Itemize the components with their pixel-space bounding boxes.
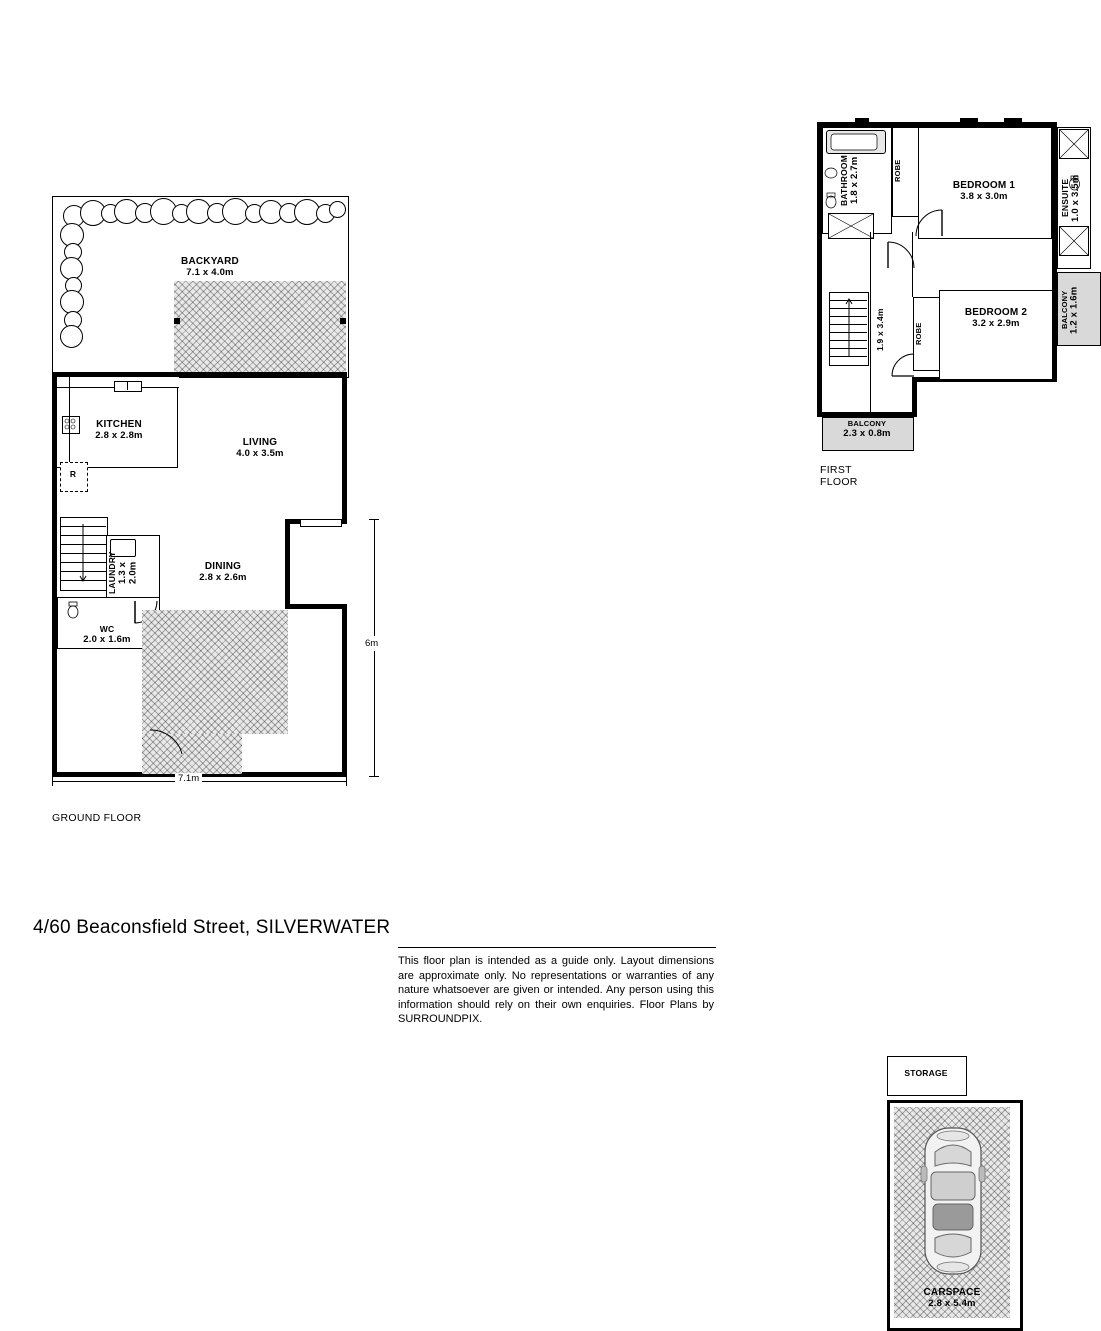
fridge-label: R <box>69 469 77 479</box>
first-floor-label: FIRST FLOOR <box>820 464 858 488</box>
disclaimer-text: This floor plan is intended as a guide only. Layout dimensions are approximate only. No representations or warranties of any nature whatsoever are given or intended. Any person using this information should rely on their own enquiries. Floor Plans by SURROUNDPIX. <box>398 955 714 1026</box>
stair-arrow <box>78 522 88 584</box>
room-label-bedroom-1: BEDROOM 1 3.8 x 3.0m <box>952 180 1016 202</box>
ground-floor-plan: BACKYARD 7.1 x 4.0m KITCHEN 2.8 x 2.8m R LIVING 4.0 x 3.5m LAUNDRY 1.3 x 2.0m WC 2.0 x 1.6m DINING 2.8 x 2.6m 7.1m 6m GROUND FLOOR <box>0 0 400 850</box>
front-terrace-paving <box>142 610 288 734</box>
footer-divider <box>398 947 716 948</box>
room-label-robe-1: ROBE <box>893 159 902 183</box>
room-label-living: LIVING 4.0 x 3.5m <box>236 437 284 459</box>
hall-dimension-label: 1.9 x 3.4m <box>875 308 885 352</box>
bathroom-basin-icon <box>824 166 838 180</box>
room-label-backyard: BACKYARD 7.1 x 4.0m <box>181 256 239 278</box>
bathroom-toilet-icon <box>824 192 838 209</box>
room-label-dining: DINING 2.8 x 2.6m <box>199 561 247 583</box>
window-top-kitchen <box>114 381 142 392</box>
bedroom-1-door <box>914 208 944 238</box>
hall-divider <box>870 232 871 417</box>
room-label-carspace: CARSPACE 2.8 x 5.4m <box>923 1287 981 1309</box>
front-door-swing <box>148 728 186 756</box>
room-label-laundry: LAUNDRY 1.3 x 2.0m <box>107 551 139 594</box>
window-right-living <box>300 519 342 527</box>
first-stair-arrow <box>844 296 854 360</box>
room-label-balcony-bottom: BALCONY 2.3 x 0.8m <box>843 419 891 439</box>
storage-label: STORAGE <box>904 1068 948 1078</box>
room-label-wc: WC 2.0 x 1.6m <box>83 624 131 645</box>
room-label-robe-2: ROBE <box>914 322 923 346</box>
toilet-icon <box>66 601 80 619</box>
first-floor-plan <box>400 0 1081 500</box>
bedroom-2-door <box>890 352 916 378</box>
room-label-bedroom-2: BEDROOM 2 3.2 x 2.9m <box>964 307 1028 329</box>
room-label-balcony-right: BALCONY 1.2 x 1.6m <box>1060 286 1080 334</box>
room-label-kitchen: KITCHEN 2.8 x 2.8m <box>95 419 143 441</box>
room-label-ensuite: ENSUITE 1.0 x 3.5m <box>1060 174 1081 222</box>
hall-door <box>886 240 916 270</box>
room-label-bathroom: BATHROOM 1.8 x 2.7m <box>839 154 860 206</box>
ground-floor-label: GROUND FLOOR <box>52 812 142 824</box>
page-title: 4/60 Beaconsfield Street, SILVERWATER <box>33 917 391 938</box>
car-icon <box>919 1126 987 1276</box>
ensuite-shower <box>1059 129 1089 159</box>
backyard-paving <box>174 281 346 376</box>
bedroom-2-room <box>939 290 1053 380</box>
